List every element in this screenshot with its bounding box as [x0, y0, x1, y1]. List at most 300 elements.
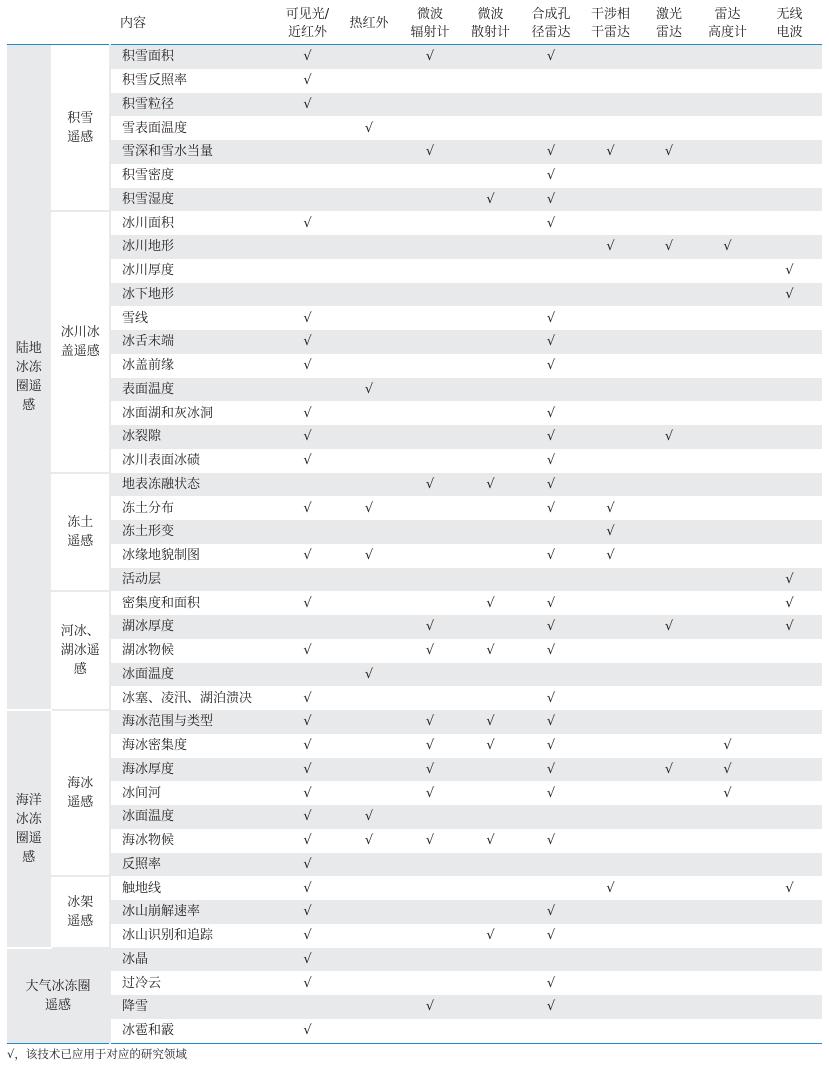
empty-cell [698, 924, 757, 948]
empty-cell [460, 116, 521, 140]
empty-cell [640, 473, 698, 497]
category-label: 大气冰冻圈 遥感 [7, 948, 110, 1044]
table-row [7, 544, 822, 568]
table-row [7, 283, 822, 307]
table-row [7, 306, 822, 330]
check-mark: √ [303, 453, 312, 469]
empty-cell [698, 425, 757, 449]
empty-cell [521, 69, 581, 93]
empty-cell [698, 663, 757, 687]
table-row [7, 401, 822, 425]
empty-cell [400, 425, 460, 449]
empty-cell [640, 93, 698, 117]
empty-cell [581, 971, 640, 995]
check-mark: √ [400, 615, 460, 639]
empty-cell [521, 93, 581, 117]
empty-cell [400, 686, 460, 710]
table-row [7, 853, 822, 877]
header-sar: 合成孔 径雷达 [521, 4, 581, 45]
empty-cell [581, 473, 640, 497]
check-mark: √ [723, 738, 732, 754]
empty-cell [757, 948, 822, 972]
research-item: 冰裂隙 [110, 425, 277, 449]
empty-cell [460, 235, 521, 259]
empty-cell [460, 876, 521, 900]
check-mark: √ [400, 758, 460, 782]
empty-cell [640, 69, 698, 93]
check-mark: √ [606, 880, 615, 896]
table-row [7, 378, 822, 402]
research-item: 海冰物候 [110, 829, 277, 853]
check-mark: √ [521, 330, 581, 354]
table-row [7, 188, 822, 212]
empty-cell [581, 1019, 640, 1043]
table-row [7, 948, 822, 972]
empty-cell [460, 211, 521, 235]
table-row [7, 116, 822, 140]
check-mark: √ [425, 643, 435, 659]
empty-cell [698, 354, 757, 378]
empty-cell [460, 45, 521, 69]
empty-cell [640, 496, 698, 520]
check-mark: √ [277, 425, 338, 449]
check-mark: √ [546, 310, 556, 326]
empty-cell [521, 853, 581, 877]
check-mark: √ [785, 595, 794, 611]
check-mark: √ [546, 548, 556, 564]
subcategory-label: 冻土 遥感 [51, 473, 110, 592]
empty-cell [277, 568, 338, 592]
empty-cell [400, 306, 460, 330]
research-item: 雪表面温度 [110, 116, 277, 140]
empty-cell [757, 93, 822, 117]
empty-cell [400, 924, 460, 948]
check-mark: √ [546, 215, 556, 231]
empty-cell [460, 995, 521, 1019]
empty-cell [640, 900, 698, 924]
check-mark: √ [338, 663, 400, 687]
empty-cell [757, 734, 822, 758]
check-mark: √ [521, 188, 581, 212]
empty-cell [521, 805, 581, 829]
table-row [7, 354, 822, 378]
empty-cell [338, 283, 400, 307]
check-mark: √ [303, 880, 312, 896]
empty-cell [338, 876, 400, 900]
check-mark: √ [338, 805, 400, 829]
empty-cell [277, 116, 338, 140]
empty-cell [640, 568, 698, 592]
footnote: √，该技术已应用于对应的研究领域 [7, 1047, 187, 1061]
research-item: 积雪面积 [110, 45, 277, 69]
empty-cell [400, 93, 460, 117]
header-content: 内容 [110, 4, 277, 45]
research-item: 冰川表面冰碛 [110, 449, 277, 473]
empty-cell [581, 116, 640, 140]
empty-cell [581, 948, 640, 972]
empty-cell [460, 140, 521, 164]
empty-cell [698, 449, 757, 473]
empty-cell [640, 211, 698, 235]
empty-cell [640, 829, 698, 853]
empty-cell [338, 401, 400, 425]
empty-cell [460, 544, 521, 568]
table-row [7, 663, 822, 687]
empty-cell [640, 805, 698, 829]
research-item: 冰山崩解速率 [110, 900, 277, 924]
empty-cell [698, 805, 757, 829]
header-lidar: 激光 雷达 [640, 4, 698, 45]
subcategory-label: 河冰、 湖冰遥 感 [51, 591, 110, 710]
empty-cell [698, 900, 757, 924]
empty-cell [698, 520, 757, 544]
empty-cell [460, 93, 521, 117]
table-row [7, 93, 822, 117]
check-mark: √ [581, 235, 640, 259]
empty-cell [400, 188, 460, 212]
table-row [7, 876, 822, 900]
empty-cell [338, 971, 400, 995]
check-mark: √ [364, 120, 374, 136]
check-mark: √ [277, 900, 338, 924]
check-mark: √ [546, 168, 556, 184]
empty-cell [757, 496, 822, 520]
empty-cell [581, 283, 640, 307]
empty-cell [698, 473, 757, 497]
research-item: 冰晶 [110, 948, 277, 972]
empty-cell [581, 188, 640, 212]
research-item: 冰川地形 [110, 235, 277, 259]
table-row [7, 781, 822, 805]
research-item: 海冰厚度 [110, 758, 277, 782]
empty-cell [460, 520, 521, 544]
empty-cell [277, 473, 338, 497]
check-mark: √ [303, 310, 312, 326]
check-mark: √ [546, 405, 556, 421]
empty-cell [581, 425, 640, 449]
empty-cell [640, 449, 698, 473]
empty-cell [400, 900, 460, 924]
check-mark: √ [521, 995, 581, 1019]
check-mark: √ [303, 500, 312, 516]
empty-cell [640, 924, 698, 948]
empty-cell [698, 876, 757, 900]
empty-cell [640, 330, 698, 354]
empty-cell [757, 544, 822, 568]
empty-cell [460, 781, 521, 805]
check-mark: √ [303, 738, 312, 754]
empty-cell [400, 164, 460, 188]
empty-cell [698, 378, 757, 402]
research-item: 冰面湖和灰冰洞 [110, 401, 277, 425]
table-row [7, 995, 822, 1019]
empty-cell [460, 663, 521, 687]
empty-cell [338, 948, 400, 972]
empty-cell [640, 781, 698, 805]
empty-cell [460, 449, 521, 473]
check-mark: √ [400, 995, 460, 1019]
research-item: 海冰范围与类型 [110, 710, 277, 734]
empty-cell [400, 544, 460, 568]
check-mark: √ [277, 758, 338, 782]
empty-cell [338, 188, 400, 212]
check-mark: √ [338, 378, 400, 402]
empty-cell [757, 449, 822, 473]
empty-cell [640, 45, 698, 69]
empty-cell [757, 1019, 822, 1043]
empty-cell [581, 330, 640, 354]
empty-cell [338, 686, 400, 710]
empty-cell [640, 663, 698, 687]
check-mark: √ [521, 615, 581, 639]
empty-cell [400, 283, 460, 307]
research-item: 冰下地形 [110, 283, 277, 307]
empty-cell [757, 235, 822, 259]
check-mark: √ [277, 805, 338, 829]
check-mark: √ [303, 928, 312, 944]
check-mark: √ [546, 643, 556, 659]
empty-cell [460, 948, 521, 972]
research-item: 触地线 [110, 876, 277, 900]
empty-cell [400, 354, 460, 378]
empty-cell [581, 734, 640, 758]
empty-cell [698, 710, 757, 734]
subcategory-label: 海冰 遥感 [51, 710, 110, 876]
table-row [7, 686, 822, 710]
empty-cell [521, 948, 581, 972]
check-mark: √ [606, 500, 615, 516]
empty-cell [400, 948, 460, 972]
check-mark: √ [640, 615, 698, 639]
table-row [7, 330, 822, 354]
empty-cell [460, 283, 521, 307]
subcategory-label: 冰架 遥感 [51, 876, 110, 947]
check-mark: √ [425, 833, 435, 849]
research-item: 冻土形变 [110, 520, 277, 544]
check-mark: √ [364, 548, 374, 564]
research-item: 湖冰物候 [110, 639, 277, 663]
empty-cell [757, 116, 822, 140]
empty-cell [400, 1019, 460, 1043]
empty-cell [757, 354, 822, 378]
table-row [7, 568, 822, 592]
empty-cell [581, 401, 640, 425]
empty-cell [640, 378, 698, 402]
empty-cell [698, 639, 757, 663]
check-mark: √ [521, 473, 581, 497]
check-mark: √ [521, 425, 581, 449]
check-mark: √ [460, 188, 521, 212]
empty-cell [338, 93, 400, 117]
empty-cell [521, 1019, 581, 1043]
check-mark: √ [303, 548, 312, 564]
table-row [7, 473, 822, 497]
empty-cell [757, 211, 822, 235]
check-mark: √ [303, 215, 312, 231]
empty-cell [698, 116, 757, 140]
empty-cell [581, 924, 640, 948]
check-mark: √ [486, 643, 495, 659]
check-mark: √ [486, 833, 495, 849]
empty-cell [581, 853, 640, 877]
empty-cell [338, 473, 400, 497]
empty-cell [460, 378, 521, 402]
empty-cell [581, 805, 640, 829]
empty-cell [338, 615, 400, 639]
empty-cell [640, 164, 698, 188]
empty-cell [338, 781, 400, 805]
empty-cell [757, 425, 822, 449]
research-item: 反照率 [110, 853, 277, 877]
check-mark: √ [277, 853, 338, 877]
check-mark: √ [277, 93, 338, 117]
empty-cell [400, 591, 460, 615]
research-item: 冰面温度 [110, 805, 277, 829]
empty-cell [581, 639, 640, 663]
header-thermal-ir: 热红外 [338, 4, 400, 45]
empty-cell [757, 45, 822, 69]
check-mark: √ [364, 833, 374, 849]
empty-cell [400, 401, 460, 425]
empty-cell [338, 900, 400, 924]
empty-cell [338, 449, 400, 473]
empty-cell [698, 853, 757, 877]
check-mark: √ [521, 45, 581, 69]
empty-cell [698, 211, 757, 235]
empty-cell [338, 235, 400, 259]
empty-cell [581, 781, 640, 805]
check-mark: √ [581, 520, 640, 544]
check-mark: √ [303, 785, 312, 801]
empty-cell [640, 948, 698, 972]
empty-cell [640, 283, 698, 307]
empty-cell [521, 235, 581, 259]
empty-cell [400, 235, 460, 259]
empty-cell [698, 995, 757, 1019]
research-item: 冻土分布 [110, 496, 277, 520]
header-visible-nir: 可见光/ 近红外 [277, 4, 338, 45]
empty-cell [698, 615, 757, 639]
empty-cell [698, 164, 757, 188]
empty-cell [640, 544, 698, 568]
empty-cell [698, 829, 757, 853]
check-mark: √ [757, 568, 822, 592]
empty-cell [640, 401, 698, 425]
check-mark: √ [486, 738, 495, 754]
empty-cell [640, 686, 698, 710]
check-mark: √ [546, 975, 556, 991]
empty-cell [757, 853, 822, 877]
research-item: 冰塞、凌汛、湖泊溃决 [110, 686, 277, 710]
table-row [7, 710, 822, 734]
subcategory-label: 积雪 遥感 [51, 45, 110, 212]
empty-cell [400, 449, 460, 473]
empty-cell [460, 496, 521, 520]
research-item: 积雪湿度 [110, 188, 277, 212]
research-item: 积雪反照率 [110, 69, 277, 93]
empty-cell [400, 876, 460, 900]
research-item: 过冷云 [110, 971, 277, 995]
table-row [7, 45, 822, 69]
empty-cell [338, 520, 400, 544]
empty-cell [698, 971, 757, 995]
empty-cell [338, 425, 400, 449]
empty-cell [640, 306, 698, 330]
research-item: 冰缘地貌制图 [110, 544, 277, 568]
empty-cell [338, 853, 400, 877]
empty-cell [640, 259, 698, 283]
empty-cell [640, 853, 698, 877]
empty-cell [338, 45, 400, 69]
research-item: 冰川面积 [110, 211, 277, 235]
empty-cell [581, 710, 640, 734]
research-item: 冰面温度 [110, 663, 277, 687]
empty-cell [640, 971, 698, 995]
empty-cell [400, 853, 460, 877]
empty-cell [277, 615, 338, 639]
research-item: 冰盖前缘 [110, 354, 277, 378]
empty-cell [460, 425, 521, 449]
research-item: 湖冰厚度 [110, 615, 277, 639]
empty-cell [757, 710, 822, 734]
table-row [7, 211, 822, 235]
empty-cell [400, 663, 460, 687]
empty-cell [581, 995, 640, 1019]
empty-cell [581, 378, 640, 402]
table-row [7, 69, 822, 93]
empty-cell [757, 995, 822, 1019]
empty-cell [338, 734, 400, 758]
empty-cell [757, 758, 822, 782]
empty-cell [698, 401, 757, 425]
table-row [7, 639, 822, 663]
empty-cell [400, 520, 460, 544]
check-mark: √ [400, 45, 460, 69]
header-insar: 干涉相 干雷达 [581, 4, 640, 45]
check-mark: √ [460, 473, 521, 497]
check-mark: √ [400, 473, 460, 497]
empty-cell [581, 663, 640, 687]
empty-cell [581, 306, 640, 330]
empty-cell [338, 924, 400, 948]
empty-cell [581, 69, 640, 93]
header-row [7, 4, 822, 45]
empty-cell [698, 544, 757, 568]
check-mark: √ [277, 948, 338, 972]
check-mark: √ [785, 263, 794, 279]
check-mark: √ [698, 235, 757, 259]
research-item: 活动层 [110, 568, 277, 592]
empty-cell [757, 401, 822, 425]
header-radio-wave: 无线 电波 [757, 4, 822, 45]
empty-cell [521, 876, 581, 900]
empty-cell [338, 164, 400, 188]
empty-cell [521, 663, 581, 687]
empty-cell [277, 663, 338, 687]
table-row [7, 520, 822, 544]
empty-cell [581, 591, 640, 615]
empty-cell [581, 93, 640, 117]
empty-cell [521, 259, 581, 283]
empty-cell [757, 378, 822, 402]
empty-cell [757, 164, 822, 188]
empty-cell [581, 686, 640, 710]
empty-cell [460, 401, 521, 425]
empty-cell [460, 853, 521, 877]
empty-cell [640, 116, 698, 140]
empty-cell [338, 354, 400, 378]
research-item: 冰川厚度 [110, 259, 277, 283]
